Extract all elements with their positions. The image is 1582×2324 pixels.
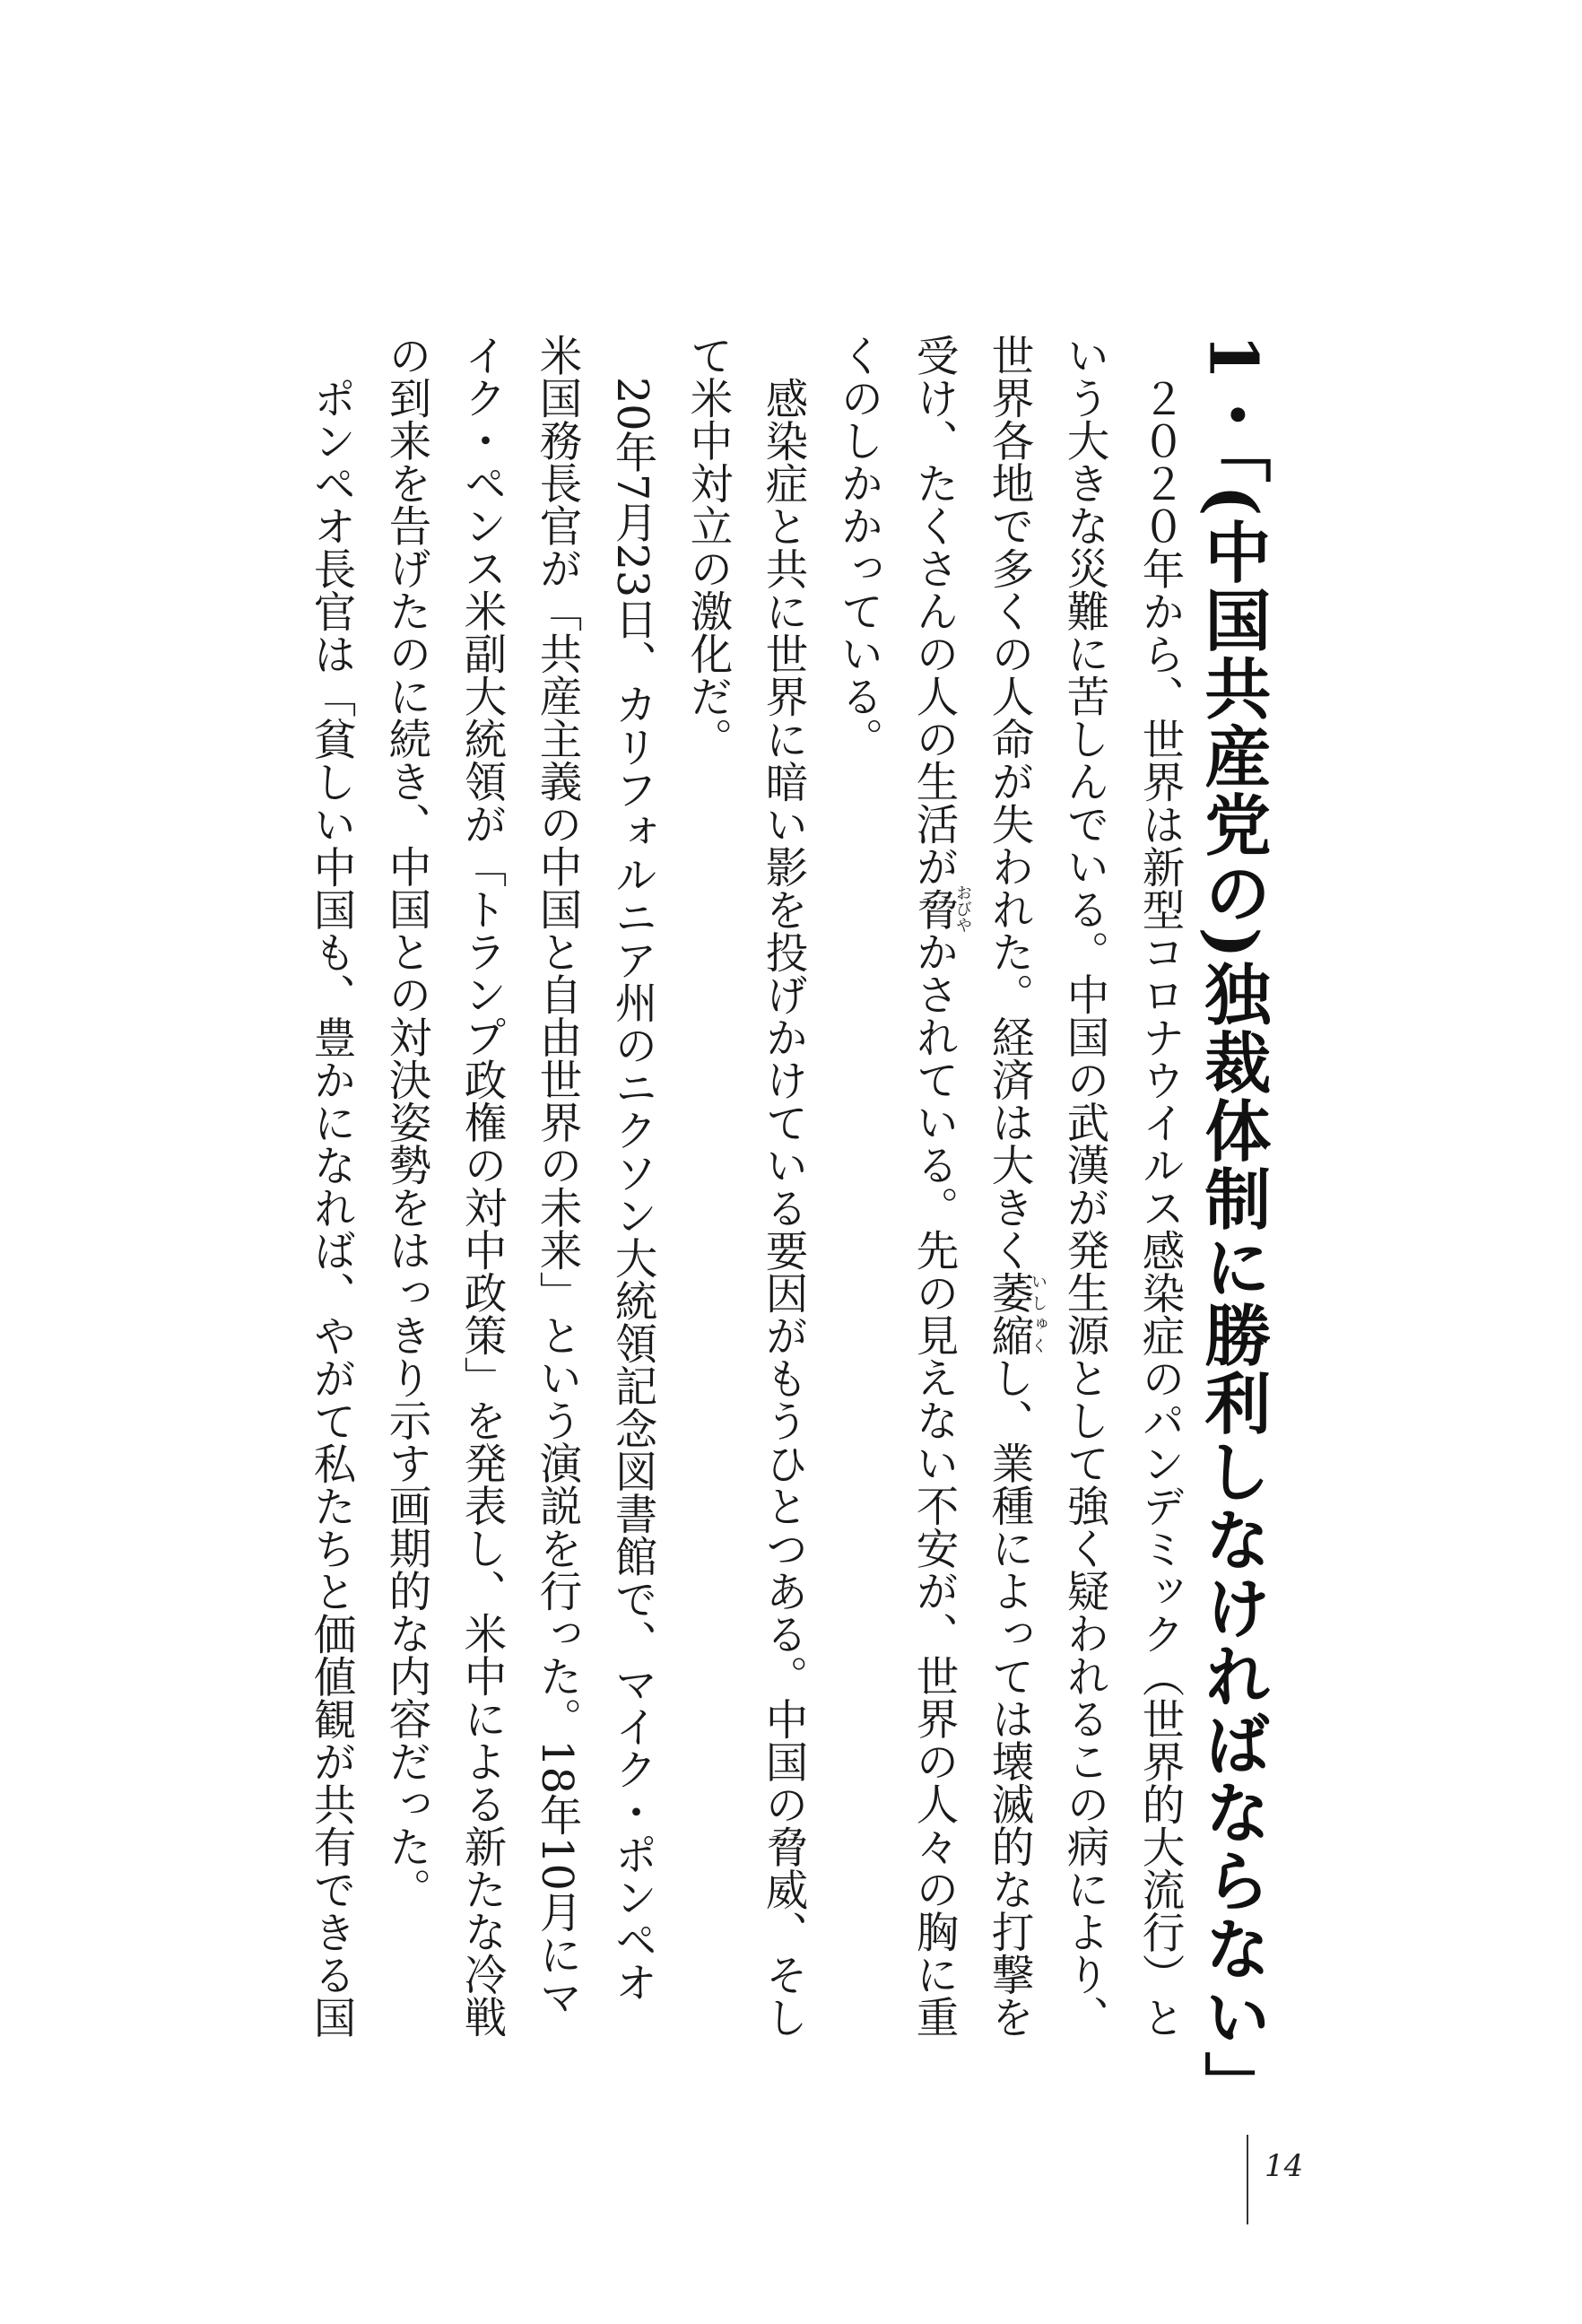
page-number-rule: [1247, 2135, 1248, 2224]
body-text: [228, 334, 1196, 2038]
ruby-ishuku: 萎縮いしゅく: [984, 1271, 1047, 1356]
page-number: 14: [1265, 2148, 1304, 2184]
ruby-obiya: 脅おびや: [908, 884, 972, 934]
paragraph-1-part-b: し、業種によっては壊滅的な打撃を受け、たくさんの人の生活が: [908, 334, 1033, 2038]
paragraph-1-part-c: かされている。先の見えない不安が、世界の人々の胸に重くのしかかっている。: [833, 334, 958, 2038]
paragraph-1-part-a: ２０２０年から、世界は新型コロナウイルス感染症のパンデミック（世界的大流行）という大きな災難に苦しんでいる。中国の武漢が発生源として強く疑われるこの病により、世界各地で多くの人命が失われた。経済は大きく: [984, 334, 1184, 2038]
paragraph-3: 20年7月23日、カリフォルニア州のニクソン大統領記念図書館で、マイク・ポンペオ米国務長官が「共産主義の中国と自由世界の未来」という演説を行った。18年10月にマイク・ペンス米副大統領が「トランプ政権の対中政策」を発表し、米中による新たな冷戦の到来を告げたのに続き、中国との対決姿勢をはっきり示す画期的な内容だった。: [381, 334, 656, 2038]
section-heading: 1・「(中国共産党の)独裁体制に勝利しなければならない」: [1194, 334, 1272, 2119]
paragraph-1: [820, 334, 1196, 2038]
paragraph-4: ポンペオ長官は「貧しい中国も、豊かになれば、やがて私たちと価値観が共有できる国: [306, 376, 355, 2038]
paragraph-2: 感染症と共に世界に暗い影を投げかけている要因がもうひとつある。中国の脅威、そして米中対立の激化だ。: [682, 334, 807, 2038]
